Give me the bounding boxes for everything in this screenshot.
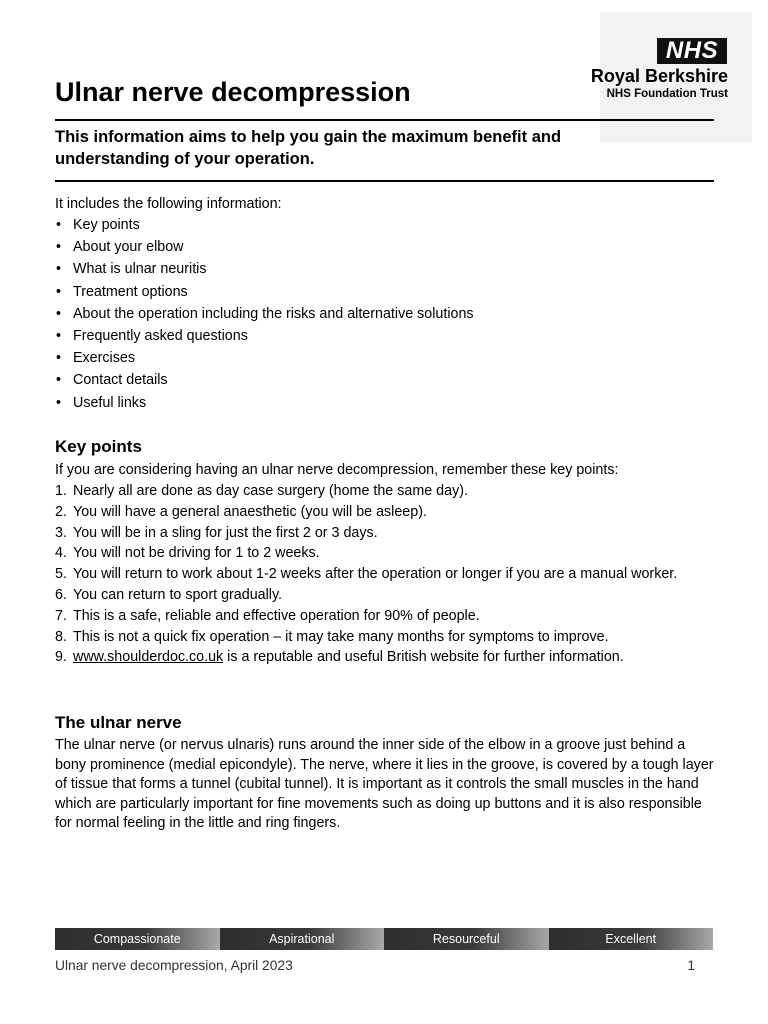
key-point-text: You will be in a sling for just the first 2 or 3 days. (73, 524, 378, 541)
list-item (55, 348, 474, 370)
includes-lead: It includes the following information: (55, 196, 282, 212)
list-item (55, 393, 474, 415)
footer-document-info: Ulnar nerve decompression, April 2023 (55, 958, 293, 973)
title-divider (55, 119, 714, 121)
key-point-text: You will have a general anaesthetic (you will be asleep). (73, 503, 427, 520)
list-item (55, 259, 474, 281)
item-number: 9. (55, 649, 67, 666)
key-point-item (55, 564, 715, 585)
key-point-item (55, 481, 715, 502)
list-item (55, 237, 474, 259)
bullet-marker: • (56, 394, 62, 411)
item-number: 8. (55, 628, 67, 645)
key-point-text: Nearly all are done as day case surgery (home the same day). (73, 483, 468, 499)
page-title: Ulnar nerve decompression (55, 77, 411, 107)
section-heading-key-points: Key points (55, 437, 142, 456)
list-item-text: Exercises (73, 350, 135, 367)
list-item-text: About the operation including the risks and alternative solutions (73, 305, 474, 322)
item-number: 6. (55, 586, 67, 603)
key-point-text: You will return to work about 1-2 weeks after the operation or longer if you are a manual worker. (73, 566, 678, 583)
contents-list (55, 215, 474, 415)
list-item (55, 282, 474, 304)
item-number: 2. (55, 503, 67, 520)
key-points-list (55, 481, 715, 668)
list-item-text: Useful links (73, 394, 147, 411)
key-points-intro: If you are considering having an ulnar nerve decompression, remember these key points: (55, 462, 619, 478)
bullet-marker: • (56, 327, 62, 344)
key-point-text: is a reputable and useful British website for further information. (223, 649, 624, 666)
list-item (55, 326, 474, 348)
list-item-text: Key points (73, 217, 140, 233)
nhs-logo: NHS (657, 38, 727, 64)
bullet-marker: • (56, 350, 62, 367)
list-item-text: Frequently asked questions (73, 327, 248, 344)
key-point-text: This is a safe, reliable and effective operation for 90% of people. (73, 607, 480, 624)
item-number: 4. (55, 545, 67, 562)
section-heading-ulnar-nerve: The ulnar nerve (55, 713, 182, 732)
value-compassionate: Compassionate (55, 928, 220, 950)
item-number: 3. (55, 524, 67, 541)
key-point-text: You can return to sport gradually. (73, 586, 283, 603)
trust-subtitle: NHS Foundation Trust (606, 88, 728, 100)
key-point-item (55, 585, 715, 606)
key-point-text: You will not be driving for 1 to 2 weeks. (73, 545, 320, 562)
item-number: 7. (55, 607, 67, 624)
key-point-item (55, 606, 715, 627)
list-item-text: Treatment options (73, 283, 188, 300)
key-point-item (55, 543, 715, 564)
value-resourceful: Resourceful (384, 928, 549, 950)
intro-statement: This information aims to help you gain the maximum benefit and understanding of your operation. (55, 128, 562, 168)
key-point-item (55, 647, 715, 668)
value-aspirational: Aspirational (220, 928, 385, 950)
intro-divider (55, 180, 714, 182)
bullet-marker: • (56, 261, 62, 278)
item-number: 5. (55, 566, 67, 583)
key-point-item (55, 502, 715, 523)
list-item-text: What is ulnar neuritis (73, 261, 207, 278)
list-item (55, 304, 474, 326)
page-number: 1 (687, 958, 695, 973)
list-item (55, 370, 474, 392)
list-item (55, 215, 474, 237)
shoulderdoc-link[interactable]: www.shoulderdoc.co.uk (73, 649, 224, 666)
key-point-item (55, 523, 715, 544)
bullet-marker: • (56, 217, 62, 233)
value-excellent: Excellent (549, 928, 714, 950)
bullet-marker: • (56, 372, 62, 389)
list-item-text: Contact details (73, 372, 168, 389)
list-item-text: About your elbow (73, 239, 184, 256)
item-number: 1. (55, 483, 67, 499)
bullet-marker: • (56, 239, 62, 256)
bullet-marker: • (56, 283, 62, 300)
trust-name: Royal Berkshire (590, 66, 728, 86)
key-point-text: This is not a quick fix operation – it may take many months for symptoms to improve. (73, 628, 609, 645)
ulnar-nerve-paragraph: The ulnar nerve (or nervus ulnaris) runs around the inner side of the elbow in a groove just behind a bony prominence (medial epicondyle). The nerve, where it lies in the groove, is covered by a tough layer of tissue that forms a tunnel (cubital tunnel). It is important as it controls the small muscles in the hand which are particularly important for fine movements such as doing up buttons and it is also responsible for normal feeling in the little and ring fingers. (55, 737, 714, 832)
key-point-item (55, 627, 715, 648)
bullet-marker: • (56, 305, 62, 322)
values-banner (55, 928, 713, 950)
